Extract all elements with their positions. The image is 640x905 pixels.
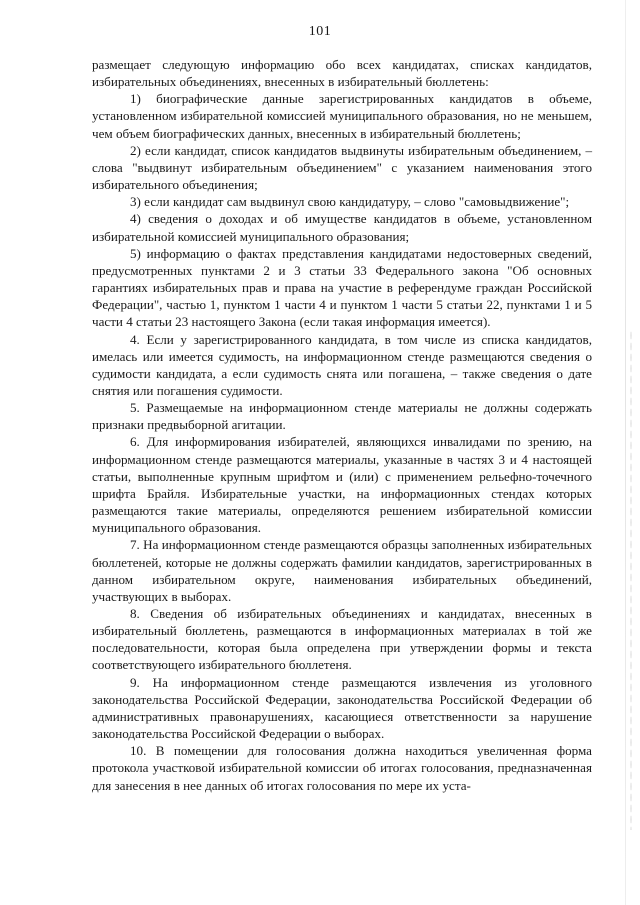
page-number: 101 (308, 24, 332, 39)
document-body (92, 56, 592, 794)
section-7: 7. На информационном стенде размещаются образцы заполненных избирательных бюллетеней, которые не должны содержать фамилии кандидатов, зарегистрированных в данном избирательном округе, наименования избирательных объединений, участвующих в выборах. (92, 537, 592, 604)
section-8: 8. Сведения об избирательных объединениях и кандидатах, внесенных в избирательный бюллетень, размещаются в информационных материалах в той же последовательности, которая была определена при утверждении формы и текста соответствующего избирательного бюллетеня. (92, 606, 592, 673)
section-10: 10. В помещении для голосования должна находиться увеличенная форма протокола участковой избирательной комиссии об итогах голосования, предназначенная для занесения в нее данных об итогах голосования по мере их уста- (92, 743, 592, 793)
list-item-2: 2) если кандидат, список кандидатов выдвинуты избирательным объединением, – слова "выдвинут избирательным объединением" с указанием наименования этого избирательного объединения; (92, 142, 592, 193)
scan-edge-line (625, 0, 626, 905)
scan-edge-dots (630, 330, 632, 830)
section-6: 6. Для информирования избирателей, являющихся инвалидами по зрению, на информационном стенде размещаются материалы, указанные в частях 3 и 4 настоящей статьи, выполненные крупным шрифтом и (или) с применением рельефно-точечного шрифта Брайля. Избирательные участки, на информационных стендах которых размещаются такие материалы, определяются решением избирательной комиссии муниципального образования. (92, 434, 592, 536)
section-4: 4. Если у зарегистрированного кандидата, в том числе из списка кандидатов, имелась или имеется судимость, на информационном стенде размещаются сведения о судимости кандидата, а если судимость снята или погашена, – также сведения о дате снятия или погашения судимости. (92, 331, 592, 398)
list-item-1: 1) биографические данные зарегистрированных кандидатов в объеме, установленном избирательной комиссией муниципального образования, но не меньшем, чем объем биографических данных, внесенных в избирательный бюллетень; (92, 91, 592, 141)
paragraph-intro: размещает следующую информацию обо всех кандидатах, списках кандидатов, избирательных объединениях, внесенных в избирательный бюллетень: (92, 57, 592, 90)
list-item-4: 4) сведения о доходах и об имуществе кандидатов в объеме, установленном избирательной комиссией муниципального образования; (92, 211, 592, 244)
list-item-5: 5) информацию о фактах представления кандидатами недостоверных сведений, предусмотренных пунктами 2 и 3 статьи 33 Федерального закона "Об основных гарантиях избирательных прав и права на участие в референдуме граждан Российской Федерации", частью 1, пунктом 1 части 4 и пунктом 1 части 5 статьи 22, пунктами 1 и 5 части 4 статьи 23 настоящего Закона (если такая информация имеется). (92, 245, 592, 330)
list-item-3: 3) если кандидат сам выдвинул свою кандидатуру, – слово "самовыдвижение"; (130, 194, 570, 210)
section-9: 9. На информационном стенде размещаются извлечения из уголовного законодательства Российской Федерации, законодательства Российской Федерации об административных правонарушениях, касающиеся ответственности за нарушение законодательства Российской Федерации о выборах. (92, 674, 592, 742)
section-5: 5. Размещаемые на информационном стенде материалы не должны содержать признаки предвыборной агитации. (92, 400, 592, 433)
